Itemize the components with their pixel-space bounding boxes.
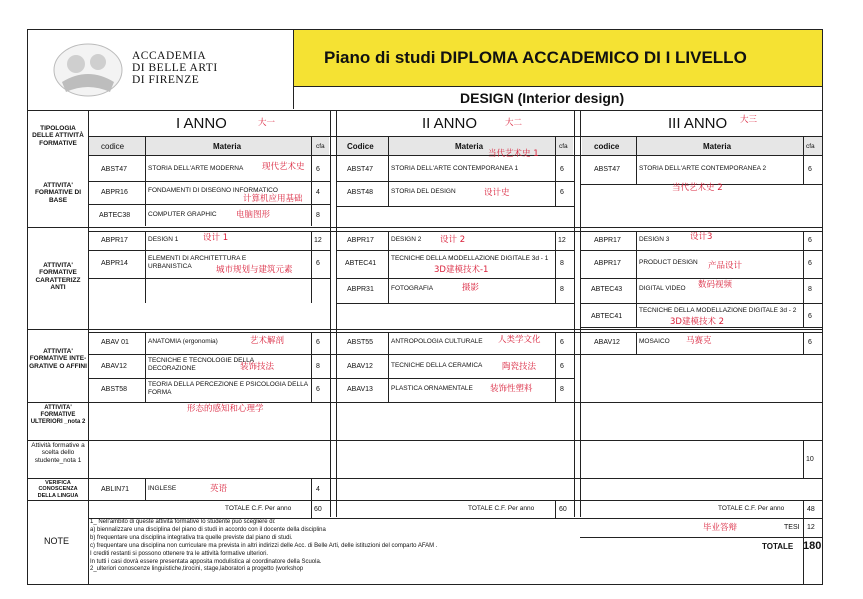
y3-col-codice: codice [594, 142, 620, 151]
course-cfa: 8 [560, 260, 564, 267]
course-name: INGLESE [148, 485, 177, 492]
course-code: ABAV13 [347, 386, 373, 393]
course-name: ANATOMIA (ergonomia) [148, 338, 218, 345]
note-line: a) biennalizzare una disciplina del piano di studi in accordo con il docente della disciplina [90, 526, 326, 533]
course-cfa: 8 [560, 386, 564, 393]
course-name: MOSAICO [639, 338, 670, 345]
course-code: ABAV12 [594, 339, 620, 346]
course-cfa: 12 [558, 237, 566, 244]
course-name: STORIA DELL'ARTE CONTEMPORANEA 2 [639, 165, 767, 172]
academy-name-line3: DI FIRENZE [132, 74, 200, 86]
course-cn: 设计 1 [203, 233, 229, 243]
y1-totale-value: 60 [314, 506, 322, 513]
course-cfa: 6 [316, 386, 320, 393]
note-line: In tutti i casi dovrà essere presentata apposita modulistica al coordinatore della Scuola. [90, 558, 322, 565]
course-code: ABAV12 [347, 363, 373, 370]
y3-totale-value: 48 [807, 506, 815, 513]
course-code: ABAV 01 [101, 339, 129, 346]
note-line: 2_ulteriori conoscenze linguistiche,tirocini, stage,laboratori a progetto (workshop [90, 566, 304, 573]
course-code: ABPR14 [101, 260, 128, 267]
y2-totale-value: 60 [559, 506, 567, 513]
course-cfa: 6 [808, 260, 812, 267]
y1-col-codice: codice [101, 142, 125, 151]
course-cfa: 6 [316, 339, 320, 346]
course-cn: 现代艺术史 [262, 162, 305, 172]
course-code: ABTEC43 [591, 286, 623, 293]
course-code: ABST47 [594, 166, 621, 173]
page-subtitle: DESIGN (Interior design) [460, 90, 625, 106]
course-code: ABPR31 [347, 286, 374, 293]
course-cn: 当代艺术史 2 [672, 183, 723, 193]
y1-col-materia: Materia [213, 142, 242, 151]
course-name: TECNICHE DELLA MODELLAZIONE DIGITALE 3d - 1 [391, 255, 549, 262]
course-name: FONDAMENTI DI DISEGNO INFORMATICO [148, 187, 278, 194]
grand-total-label: TOTALE [762, 542, 794, 551]
note-line: c) frequentare una disciplina non curriculare ma prevista in altri indirizzi delle Acc. di Belle Arti, delle istituzioni del comparto AFAM . [90, 542, 438, 549]
tesi-label: TESI [784, 524, 800, 531]
y1-totale-label: TOTALE C.F. Per anno [225, 505, 292, 512]
course-cn: 摄影 [462, 283, 480, 293]
y2-col-codice: Codice [347, 142, 374, 151]
course-cfa: 6 [560, 166, 564, 173]
note-line: 1_ Nell'ambito di queste attività formative lo studente può scegliere di: [90, 519, 276, 525]
course-cfa: 4 [316, 189, 320, 196]
year3-label: III ANNO [668, 115, 728, 132]
note-line: I crediti restanti si possono ottenere tra le attività formative ulteriori. [90, 550, 269, 557]
course-cn: 设计3 [690, 232, 713, 242]
category-lingua: VERIFICA CONOSCENZA DELLA LINGUA [37, 480, 79, 499]
y1-col-cfa: cfa [316, 143, 325, 150]
course-code: ABST55 [347, 339, 374, 346]
course-name: DESIGN 1 [148, 236, 179, 243]
course-code: ABST47 [101, 166, 128, 173]
grand-total-value: 180 [803, 540, 822, 552]
course-cfa: 6 [808, 313, 812, 320]
y3-col-cfa: cfa [806, 143, 815, 150]
course-code: ABLIN71 [101, 486, 130, 493]
year1-cn: 大一 [258, 118, 276, 128]
course-cn: 数码视频 [698, 280, 733, 290]
course-cn: 马赛克 [686, 336, 712, 346]
academy-name-line2: DI BELLE ARTI [132, 62, 218, 74]
category-base: ATTIVITA' FORMATIVE DI BASE [34, 182, 82, 204]
y2-totale-label: TOTALE C.F. Per anno [468, 505, 535, 512]
year2-label: II ANNO [422, 115, 478, 132]
academy-name-line1: ACCADEMIA [132, 50, 207, 62]
tesi-cn: 毕业答辩 [703, 523, 738, 533]
course-code: ABST48 [347, 189, 374, 196]
course-cn: 装饰技法 [240, 362, 275, 372]
y3-col-materia: Materia [703, 142, 732, 151]
course-code: ABPR17 [101, 237, 128, 244]
course-cfa: 6 [316, 260, 320, 267]
course-cn: 设计 2 [440, 235, 466, 245]
course-cn: 装饰性塑料 [490, 384, 533, 394]
course-cfa: 6 [808, 166, 812, 173]
course-cfa: 6 [808, 237, 812, 244]
course-cfa: 8 [560, 286, 564, 293]
academy-crest-icon [48, 38, 128, 100]
course-cfa: 4 [316, 486, 320, 493]
y3-totale-label: TOTALE C.F. Per anno [718, 505, 785, 512]
course-cn: 陶瓷技法 [502, 362, 537, 372]
course-code: ABTEC38 [99, 212, 131, 219]
course-name: STORIA DEL DESIGN [391, 188, 456, 195]
course-name: DESIGN 3 [639, 236, 670, 243]
course-cn: 计算机应用基础 [243, 194, 303, 204]
course-cn: 英语 [210, 484, 228, 494]
tipologia-header: TIPOLOGIA DELLE ATTIVITÀ FORMATIVE [32, 125, 84, 147]
category-integrative: ATTIVITA' FORMATIVE INTE- GRATIVE O AFFINI [29, 348, 87, 370]
page-title: Piano di studi DIPLOMA ACCADEMICO DI I LIVELLO [324, 48, 747, 67]
course-name: FOTOGRAFIA [391, 285, 434, 292]
course-name: TECNICHE DELLA CERAMICA [391, 362, 483, 369]
course-cfa: 6 [560, 363, 564, 370]
scelta-cfa: 10 [806, 456, 814, 463]
course-cfa: 12 [314, 237, 322, 244]
course-code: ABST47 [347, 166, 374, 173]
course-code: ABPR17 [594, 260, 621, 267]
ulteriori-cn: 形态的感知和心理学 [187, 404, 264, 414]
course-cfa: 8 [316, 212, 320, 219]
course-name: TEORIA DELLA PERCEZIONE E PSICOLOGIA DELLA FORMA [148, 381, 308, 397]
course-cn: 电脑图形 [236, 210, 271, 220]
course-code: ABPR16 [101, 189, 128, 196]
course-name: TECNICHE DELLA MODELLAZIONE DIGITALE 3d - 2 [639, 307, 797, 314]
course-cn: 3D建模技术-1 [434, 265, 489, 275]
course-cfa: 6 [808, 339, 812, 346]
note-label: NOTE [44, 536, 70, 546]
course-name: DESIGN 2 [391, 236, 422, 243]
course-name: STORIA DELL'ARTE CONTEMPORANEA 1 [391, 165, 519, 172]
course-name: STORIA DELL'ARTE MODERNA [148, 165, 244, 172]
y2-col-materia: Materia [455, 142, 484, 151]
course-name: PRODUCT DESIGN [639, 259, 698, 266]
category-ulteriori: ATTIVITA' FORMATIVE ULTERIORI _nota 2 [30, 405, 86, 425]
course-name: TECNICHE E TECNOLOGIE DELLA DECORAZIONE [148, 357, 254, 373]
course-name: COMPUTER GRAPHIC [148, 211, 217, 218]
y2-col-cfa: cfa [559, 143, 568, 150]
tesi-value: 12 [807, 524, 815, 531]
course-cn: 设计史 [484, 188, 510, 198]
course-code: ABTEC41 [345, 260, 377, 267]
year2-cn: 大二 [505, 118, 523, 128]
course-name: PLASTICA ORNAMENTALE [391, 385, 473, 392]
course-name: DIGITAL VIDEO [639, 285, 686, 292]
course-cfa: 6 [316, 166, 320, 173]
category-caratterizzanti: ATTIVITA' FORMATIVE CARATTERIZZ ANTI [35, 262, 81, 292]
course-code: ABPR17 [594, 237, 621, 244]
course-cn: 人类学文化 [498, 335, 541, 345]
year1-label: I ANNO [176, 115, 227, 132]
year3-cn: 大三 [740, 115, 758, 125]
course-cn: 城市规划与建筑元素 [216, 265, 293, 275]
course-code: ABTEC41 [591, 313, 623, 320]
course-cfa: 8 [808, 286, 812, 293]
course-name: ELEMENTI DI ARCHITETTURA E URBANISTICA [148, 255, 247, 271]
course-cfa: 6 [560, 189, 564, 196]
course-cn: 3D建模技术 2 [670, 317, 725, 327]
note-line: b) frequentare una disciplina integrativa tra quelle previste dal piano di studi. [90, 534, 293, 541]
course-code: ABPR17 [347, 237, 374, 244]
course-cfa: 8 [316, 363, 320, 370]
category-scelta: Attività formative a scelta dello studente_nota 1 [31, 442, 85, 464]
course-cn: 艺术解剖 [250, 336, 285, 346]
course-name: ANTROPOLOGIA CULTURALE [391, 338, 483, 345]
notes-block [90, 519, 580, 574]
course-cn: 产品设计 [708, 261, 743, 271]
course-cn: 当代艺术史 1 [488, 149, 539, 159]
course-code: ABST58 [101, 386, 128, 393]
course-cfa: 6 [560, 339, 564, 346]
course-code: ABAV12 [101, 363, 127, 370]
